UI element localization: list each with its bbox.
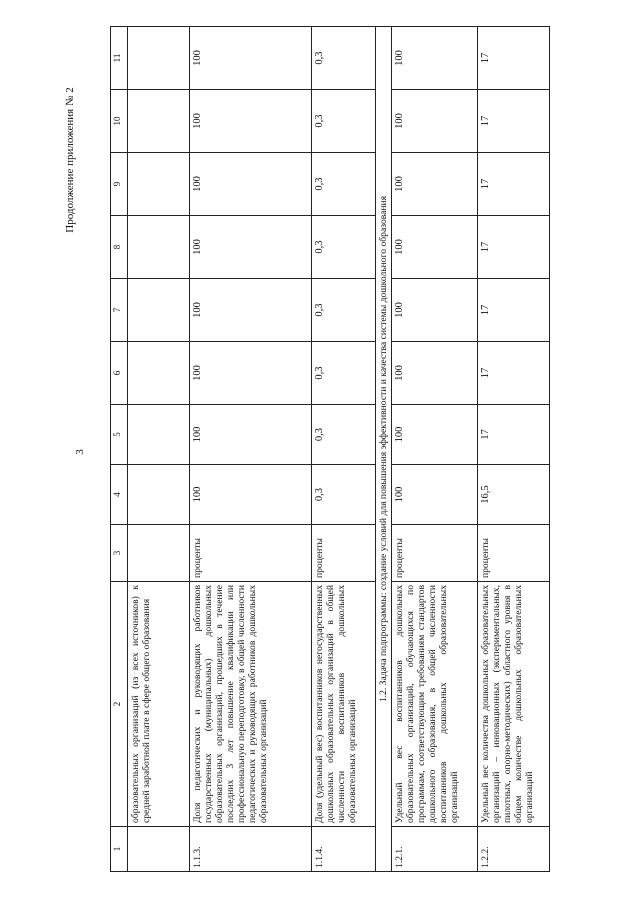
value-cell: 17 [478, 342, 550, 405]
value-cell: 100 [190, 405, 312, 465]
value-cell [128, 465, 190, 525]
value-cell: 16,5 [478, 465, 550, 525]
page-number: 3 [74, 449, 86, 455]
table-row [190, 27, 312, 872]
value-cell: 17 [478, 279, 550, 342]
header-cell: 6 [111, 342, 128, 405]
indicator-text: образовательных организаций (из всех источников) к средней заработной плате в сфере общего образования [128, 582, 190, 827]
unit-cell [128, 525, 190, 582]
value-cell: 17 [478, 216, 550, 279]
value-cell [128, 216, 190, 279]
header-cell: 3 [111, 525, 128, 582]
value-cell: 100 [392, 405, 478, 465]
value-cell: 100 [392, 342, 478, 405]
header-cell: 4 [111, 465, 128, 525]
header-cell: 8 [111, 216, 128, 279]
header-cell: 9 [111, 153, 128, 216]
indicator-text: Удельный вес количества дошкольных образовательных организаций – инновационных (экспериментальных, пилотных, опорно-методических) областного уровня в общем количестве дошкольных образовательных организаций [478, 582, 550, 827]
row-number: 1.2.1. [392, 827, 478, 872]
value-cell [128, 27, 190, 90]
value-cell: 100 [392, 153, 478, 216]
value-cell: 0,3 [312, 342, 376, 405]
value-cell [128, 342, 190, 405]
value-cell: 100 [392, 27, 478, 90]
value-cell: 100 [190, 216, 312, 279]
value-cell: 17 [478, 27, 550, 90]
unit-cell: проценты [190, 525, 312, 582]
value-cell: 0,3 [312, 27, 376, 90]
value-cell: 100 [190, 153, 312, 216]
value-cell: 0,3 [312, 279, 376, 342]
value-cell: 100 [392, 465, 478, 525]
value-cell: 100 [190, 465, 312, 525]
unit-cell: проценты [392, 525, 478, 582]
indicator-text: Доля педагогических и руководящих работников государственных (муниципальных) дошкольных образовательных организаций, прошедших в течение последних 3 лет повышение квалификации или профессиональную переподготовку, в общей численности педагогических и руководящих работников дошкольных образовательных организаций [190, 582, 312, 827]
value-cell [128, 90, 190, 153]
value-cell: 100 [392, 90, 478, 153]
table-row [392, 27, 478, 872]
value-cell [128, 153, 190, 216]
value-cell: 0,3 [312, 153, 376, 216]
header-cell: 5 [111, 405, 128, 465]
continuation-label: Продолжение приложения № 2 [64, 87, 76, 233]
value-cell: 100 [190, 279, 312, 342]
value-cell: 0,3 [312, 216, 376, 279]
unit-cell: проценты [478, 525, 550, 582]
header-cell: 1 [111, 827, 128, 872]
value-cell: 17 [478, 153, 550, 216]
value-cell: 0,3 [312, 90, 376, 153]
unit-cell: проценты [312, 525, 376, 582]
table-row [312, 27, 376, 872]
header-cell: 2 [111, 582, 128, 827]
table-row [478, 27, 550, 872]
indicators-table [110, 26, 550, 872]
value-cell: 0,3 [312, 405, 376, 465]
header-cell: 7 [111, 279, 128, 342]
value-cell: 100 [190, 27, 312, 90]
row-number: 1.2.2. [478, 827, 550, 872]
table-row [128, 27, 190, 872]
value-cell: 100 [190, 90, 312, 153]
row-number [128, 827, 190, 872]
value-cell: 0,3 [312, 465, 376, 525]
value-cell: 100 [392, 279, 478, 342]
value-cell: 100 [392, 216, 478, 279]
header-row [111, 27, 128, 872]
indicator-text: Удельный вес воспитанников дошкольных образовательных организаций, обучающихся по программам, соответствующим требованиям стандартов дошкольного образования, в общей численности воспитанников дошкольных образовательных организаций [392, 582, 478, 827]
value-cell [128, 279, 190, 342]
rotated-table-container [110, 27, 540, 872]
value-cell [128, 405, 190, 465]
header-cell: 10 [111, 90, 128, 153]
value-cell: 100 [190, 342, 312, 405]
section-title: 1.2. Задача подпрограммы: создание условий для повышения эффективности и качества системы дошкольного образования [376, 27, 392, 872]
row-number: 1.1.3. [190, 827, 312, 872]
value-cell: 17 [478, 405, 550, 465]
indicator-text: Доля (удельный вес) воспитанников негосударственных дошкольных образовательных организаций в общей численности воспитанников дошкольных образовательных организаций [312, 582, 376, 827]
section-row [376, 27, 392, 872]
header-cell: 11 [111, 27, 128, 90]
value-cell: 17 [478, 90, 550, 153]
row-number: 1.1.4. [312, 827, 376, 872]
